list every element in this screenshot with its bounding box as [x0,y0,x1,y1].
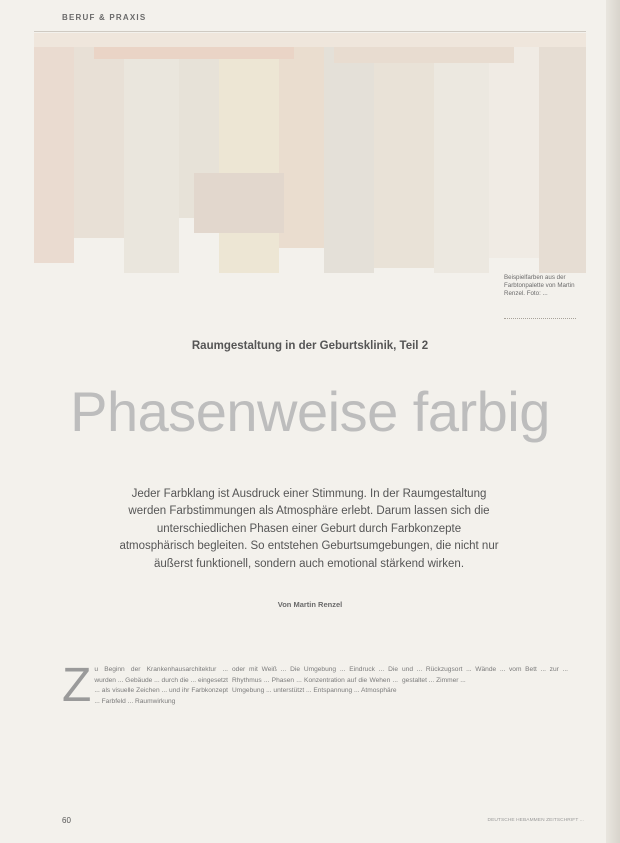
page-number: 60 [62,816,71,825]
body-column-3: und ... Rückzugsort ... Wände ... vom Bett ... zur ... gestaltet ... Zimmer ... [402,666,568,684]
swatch-12 [34,33,586,47]
body-column-2: oder mit Weiß ... Die Umgebung ... Eindruck ... Die Rhythmus ... Phasen ... Konzentration auf die Wehen ... Umgebung ... unterstützt ... Entspannung ... Atmosphäre [232,666,398,695]
top-rule [34,31,586,32]
section-label: BERUF & PRAXIS [62,13,147,22]
swatch-2 [74,33,124,238]
body-column-1-text: u Beginn der Krankenhausarchitektur ... wurden ... Gebäude ... durch die ... eingesetzt ... als visuelle Zeichen ... und ihr Farbkonzept ... Farbfeld ... Raumwirkung [94,666,228,706]
article-kicker: Raumgestaltung in der Geburtsklinik, Teil 2 [191,340,429,352]
article-headline: Phasenweise farbig [70,380,550,443]
swatch-3 [124,33,179,273]
swatch-9 [434,33,489,273]
article-lead: Jeder Farbklang ist Ausdruck einer Stimmung. In der Raumgestaltung werden Farbstimmungen als Atmosphäre erlebt. Darum lassen sich die unterschiedlichen Phasen einer Geburt durch Farbkonzepte atmosphärisch begleiten. So entstehen Geburtsumgebungen, die nicht nur äußerst funktionell, sondern auch emotional stärkend wirken. [119,488,499,570]
swatch-1 [34,33,74,263]
article-byline: Von Martin Renzel [277,600,343,609]
page-footer: DEUTSCHE HEBAMMEN ZEITSCHRIFT ... [487,818,584,823]
swatch-13 [94,47,294,59]
swatch-6 [279,33,324,248]
swatch-15 [194,173,284,233]
swatch-5 [219,33,279,273]
drop-cap: Z [62,659,92,712]
caption-divider [504,318,576,320]
swatch-8 [374,33,434,268]
swatch-7 [324,33,374,273]
photo-caption: Beispielfarben aus der Farbtonpalette von Martin Renzel. Foto: ... [504,274,575,297]
swatch-14 [334,47,514,63]
swatch-10 [489,33,539,258]
color-swatch-photo [34,33,586,273]
body-column-1 [62,659,228,712]
swatch-11 [539,33,586,273]
